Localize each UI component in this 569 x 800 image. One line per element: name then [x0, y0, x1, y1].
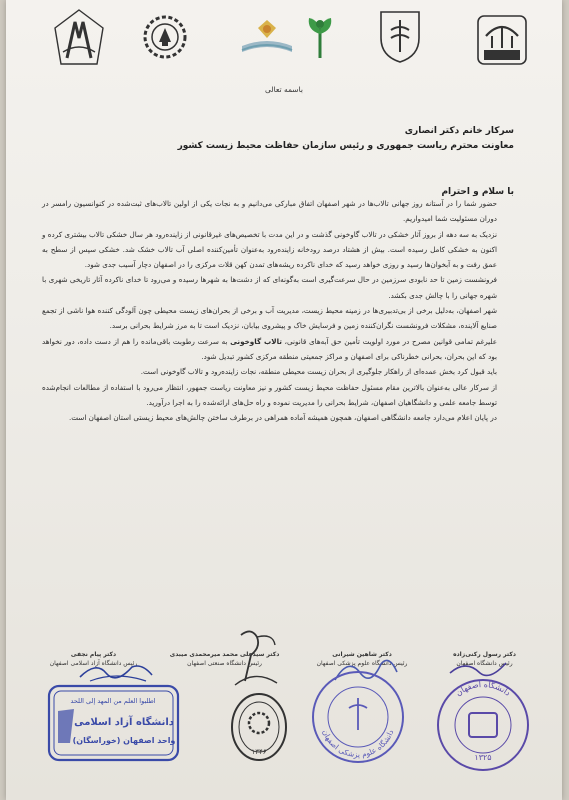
greeting: با سلام و احترام: [441, 187, 514, 197]
gear-icon: [249, 713, 269, 733]
medical-emblem-icon: [349, 698, 367, 730]
signatory-name: دکتر پیام نجفی: [70, 651, 117, 658]
recipient-name: سرکار خانم دکتر انصاری: [404, 126, 514, 136]
recipient-title: معاونت محترم ریاست جمهوری و رئیس سازمان حفاظت محیط زیست کشور: [177, 141, 514, 151]
signatory-title: رئیس دانشگاه اصفهان: [456, 660, 513, 667]
paragraph: حضور شما را در آستانه روز جهانی تالاب‌ها در شهر اصفهان اتفاق مبارکی می‌دانیم و به نجات یکی از اولین تالاب‌های ثبت‌شده در کنوانسیون رامسر در دوران مسئولیت شما امیدواریم.: [42, 199, 497, 224]
paragraph: باید قبول کرد بخش عمده‌ای از راهکار جلوگیری از بحران زیست محیطی منطقه، نجات زاینده‌رود و تالاب گاوخونی است.: [140, 367, 497, 377]
stamp-isfahan-university: [433, 675, 533, 775]
isfahan-emblem-icon: [469, 713, 497, 737]
paragraph-text: به سرعت رطوبت باقی‌مانده را هم از دست داده، دور نخواهد بود که این بحران، بحرانی خطرناکی برای اصفهان و مراکز جمعیتی منطقه مرکزی کشور تبدیل شود.: [42, 336, 497, 361]
highlight-gavkhouni: تالاب گاوخونی: [230, 336, 282, 346]
letter-sheet: [6, 0, 562, 800]
isfahan-university-logo-icon: [476, 14, 528, 66]
stamp-university-name: دانشگاه آزاد اسلامی: [74, 717, 174, 728]
paragraph: از سرکار عالی به‌عنوان بالاترین مقام مسئول حفاظت محیط زیست کشور و نیز معاونت ریاست جمهور، انتظار می‌رود با استفاده از مطالعات انجام‌شده توسط جامعه علمی و دانشگاهیان اصفهان، شرایط بحرانی را مدیریت نموده و راه حل‌های ارائه‌شده را به اجرا درآورید.: [42, 382, 497, 407]
isfahan-tech-university-logo-icon: [142, 14, 188, 60]
signatory-name: دکتر شاهین شیرانی: [332, 651, 392, 658]
paragraph-text: علیرغم تمامی قوانین مصرح در مورد اولویت تأمین حق آبه‌های قانونی،: [282, 336, 498, 346]
stamp-medical-university: [309, 668, 407, 766]
signatory-title: رئیس دانشگاه آزاد اسلامی اصفهان: [49, 660, 138, 667]
signatory-title: رئیس دانشگاه علوم پزشکی اصفهان: [316, 660, 408, 667]
paragraph: شهر اصفهان، به‌دلیل برخی از بی‌تدبیری‌ها در زمینه محیط زیست، مدیریت آب و برخی از بحران‌های زیست محیطی چون آلودگی کننده هوا ناشی از تجمع صنایع آلاینده، مشکلات فرونشست نگران‌کننده زمین و فرسایش خاک و پیشروی بیابان، نزدیک است تا به مرز شرایط بحرانی برسد.: [42, 306, 497, 331]
salutation: باسمه تعالی: [265, 85, 303, 94]
letter-body: [42, 196, 497, 425]
stamp-branch-name: واحد اصفهان (خوراسگان): [72, 736, 176, 745]
stamp-medical-text: دانشگاه علوم پزشکی اصفهان: [320, 728, 396, 760]
signature-najafi: [76, 655, 156, 685]
stamp-year: ۱۳۴۶: [251, 748, 267, 756]
stamp-isfahan-text: دانشگاه اصفهان: [454, 679, 513, 698]
signature-meybodi: [221, 625, 291, 695]
book-logo-icon: [238, 16, 296, 58]
stamp-year: ۱۳۲۵: [474, 753, 492, 762]
medical-sciences-logo-icon: [303, 12, 337, 62]
shield-logo-icon: [378, 8, 422, 64]
paragraph: [42, 334, 497, 365]
azad-emblem-icon: [58, 709, 74, 743]
signatory-name: دکتر رسول رکنی‌زاده: [453, 651, 516, 658]
signatory-name: دکتر سیدعلی محمد میرمحمدی میبدی: [169, 651, 280, 658]
paragraph: در پایان اعلام می‌دارد جامعه دانشگاهی اصفهان، همچون همیشه آماده همراهی در برطرف ساختن چالش‌های محیط زیستی استان اصفهان است.: [68, 413, 497, 423]
paragraph: نزدیک به سه دهه از بروز آثار خشکی در تالاب گاوخونی گذشت و در این مدت با تخصیص‌های غیرقانونی از زاینده‌رود هر سال خشکی تالاب بیشتری کرده و اکنون به خشکی کامل رسیده است. بیش از هشتاد درصد رودخانه زاینده‌رود به‌عنوان تأمین‌کننده اصلی آب تالاب خشک شد. خشکی سپس از سطح به عمق رفت و به آبخوان‌ها رسید و روزی خواهد رسید که خدای ناکرده ریشه‌های تمدن کهن قلات مرکزی را در اصفهان دچار آسیب جدی شود.: [42, 229, 497, 270]
stamp-azad-university: [46, 683, 181, 763]
paragraph: فرونشست زمین تا حد نابودی سرزمین در حال سرعت‌گیری است به‌گونه‌ای که از دشت‌ها به شهرها رسیده و می‌رود تا خدای ناکرده آثار تاریخی شهری با شهره جهانی را با چالش جدی بکشد.: [42, 275, 497, 300]
logo-row: [6, 4, 562, 74]
stamp-motto: اطلبوا العلم من المهد إلی اللحد: [70, 697, 156, 705]
stamp-tech-university: [228, 690, 290, 765]
signatory-title: رئیس دانشگاه صنعتی اصفهان: [187, 660, 262, 667]
azad-university-logo-icon: [53, 8, 105, 66]
